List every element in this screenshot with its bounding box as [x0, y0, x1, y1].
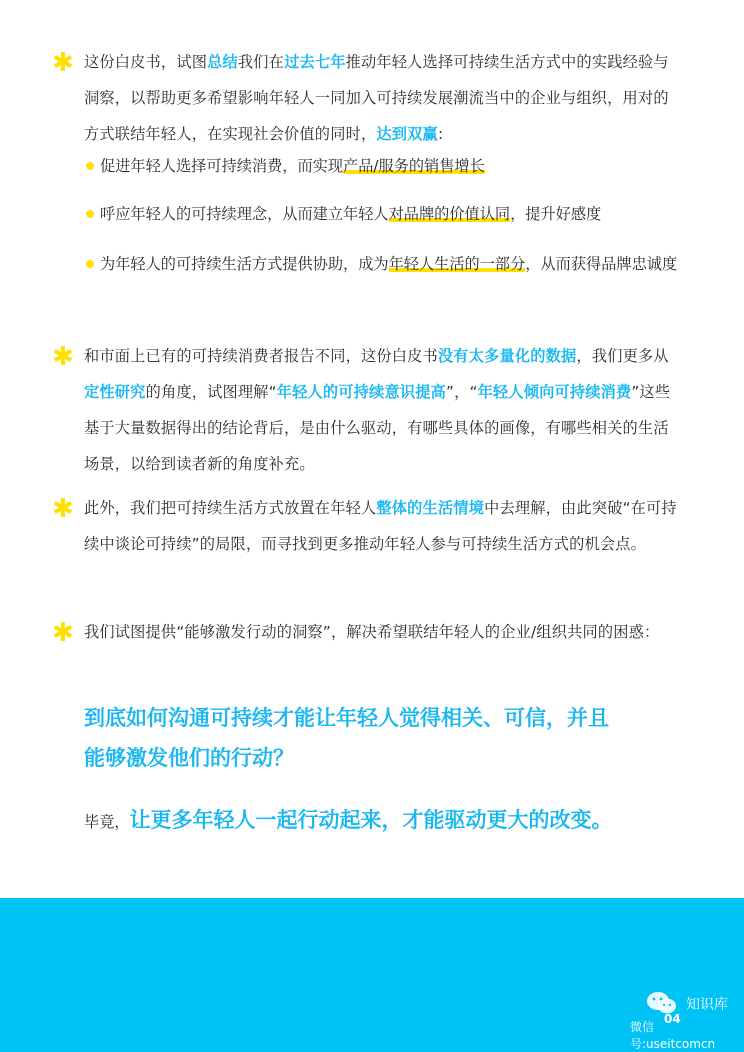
highlight: 过去七年: [284, 53, 346, 71]
underlined-text: 年轻人生活的一部分: [388, 255, 526, 273]
text: 中去理解，由此突破“在可持续中谈论可持续”的局限，而寻找到更多推动年轻人参与可持续生活方式的机会点。: [84, 499, 677, 553]
context-paragraph: [84, 490, 684, 562]
method-paragraph: [84, 338, 684, 482]
text: ，提升好感度: [510, 205, 602, 223]
text: ”这些基于大量数据得出的结论背后，是由什么驱动，有哪些具体的画像，有哪些相关的生活场景，以给到读者新的角度补充。: [84, 383, 671, 473]
text: 我们试图提供“能够激发行动的洞察”，解决希望联结年轻人的企业/组织共同的困惑：: [84, 623, 660, 641]
text: :: [437, 125, 444, 143]
asterisk-icon: ✱: [52, 342, 74, 372]
bullet-item: [100, 150, 692, 182]
highlight: 年轻人的可持续意识提高: [276, 383, 446, 401]
text: 呼应年轻人的可持续理念，从而建立年轻人: [100, 205, 389, 223]
text: 为年轻人的可持续生活方式提供协助，成为: [100, 255, 389, 273]
intro-paragraph: [84, 44, 684, 152]
text: 的角度，试图理解“: [145, 383, 277, 401]
key-question-line: 能够激发他们的行动？: [84, 746, 294, 770]
asterisk-icon: ✱: [52, 494, 74, 524]
text: ，我们更多从: [576, 347, 669, 365]
insight-paragraph: [84, 614, 684, 650]
bullet-dot: [86, 210, 94, 218]
underlined-text: 对品牌的价值认同: [388, 205, 511, 223]
highlight: 总结: [207, 53, 238, 71]
highlight: 年轻人倾向可持续消费: [477, 383, 632, 401]
text: 促进年轻人选择可持续消费，而实现: [100, 157, 343, 175]
text: 我们在: [237, 53, 285, 71]
watermark-account: 微信号:useitcomcn: [630, 1020, 716, 1051]
bullet-dot: [86, 162, 94, 170]
watermark-brand: 知识库: [686, 997, 728, 1013]
text: 此外，我们把可持续生活方式放置在年轻人: [84, 499, 377, 517]
bullet-item: [100, 198, 692, 230]
asterisk-icon: ✱: [52, 48, 74, 78]
closing-emphasis: 让更多年轻人一起行动起来，才能驱动更大的改变。: [129, 808, 613, 832]
closing-line: [84, 800, 724, 842]
underlined-text: 产品/服务的销售增长: [343, 157, 485, 175]
key-question-line: 到底如何沟通可持续才能让年轻人觉得相关、可信，并且: [84, 706, 609, 730]
text: ”，“: [446, 383, 478, 401]
highlight: 没有太多量化的数据: [437, 347, 577, 365]
highlight: 达到双赢: [376, 125, 438, 143]
closing-prefix: 毕竟，: [84, 813, 130, 831]
key-question: [84, 698, 704, 778]
text: 这份白皮书，试图: [84, 53, 208, 71]
asterisk-icon: ✱: [52, 618, 74, 648]
bullet-item: [100, 248, 692, 280]
highlight: 整体的生活情境: [376, 499, 485, 517]
bullet-dot: [86, 260, 94, 268]
text: 推动年轻人选择可持续生活方式中的实践经验与洞察，以帮助更多希望影响年轻人一同加入可持续发展潮流当中的企业与组织，用对的方式联结年轻人，在实现社会价值的同时，: [84, 53, 669, 143]
text: 和市面上已有的可持续消费者报告不同，这份白皮书: [84, 347, 438, 365]
text: ，从而获得品牌忠诚度: [525, 255, 678, 273]
highlight: 定性研究: [84, 383, 146, 401]
page-number: 04: [664, 1012, 681, 1026]
